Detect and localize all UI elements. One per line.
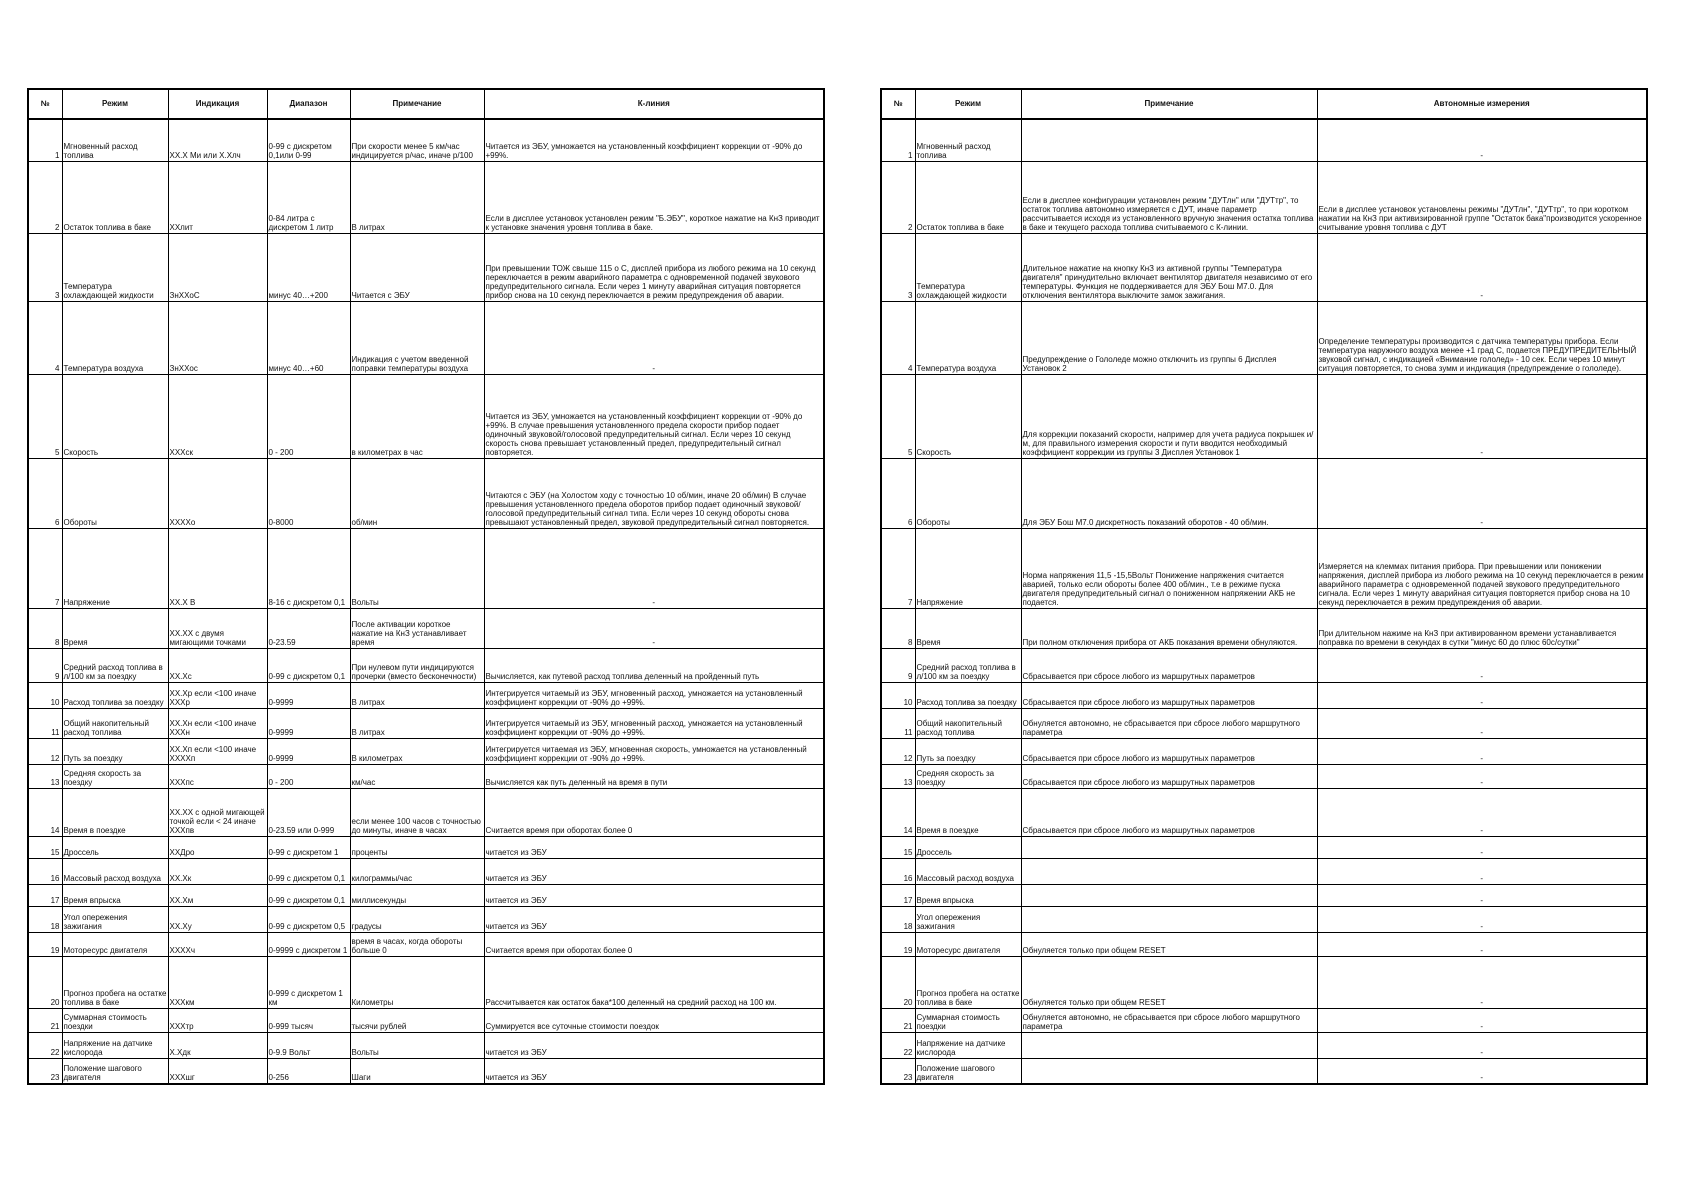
row-number-cell: 4 xyxy=(881,301,915,374)
table-row xyxy=(28,708,824,738)
table-cell: - xyxy=(1317,1008,1647,1032)
right-parameters-table xyxy=(880,88,1648,1085)
table-cell: км/час xyxy=(350,764,484,788)
table-cell: Скорость xyxy=(62,374,168,458)
table-cell: XX.Xс xyxy=(168,648,267,682)
table-cell: Температура охлаждающей жидкости xyxy=(915,233,1021,301)
table-cell: читается из ЭБУ xyxy=(484,906,824,932)
row-number-cell: 11 xyxy=(28,708,62,738)
column-header: Автономные измерения xyxy=(1317,89,1647,119)
table-cell: XX.Xк xyxy=(168,858,267,884)
row-number-cell: 17 xyxy=(28,884,62,906)
row-number-cell: 1 xyxy=(881,119,915,161)
table-cell: Средний расход топлива в л/100 км за поездку xyxy=(62,648,168,682)
table-cell: - xyxy=(1317,788,1647,836)
table-cell: После активации короткое нажатие на КнЗ устанавливает время xyxy=(350,608,484,648)
table-row xyxy=(881,858,1647,884)
table-cell: если менее 100 часов с точностью до минуты, иначе в часах xyxy=(350,788,484,836)
table-row xyxy=(28,956,824,1008)
row-number-cell: 3 xyxy=(881,233,915,301)
table-cell: - xyxy=(1317,682,1647,708)
table-cell: Положение шагового двигателя xyxy=(62,1058,168,1084)
table-row xyxy=(881,1058,1647,1084)
table-cell: XX.Xн если <100 иначе XXXн xyxy=(168,708,267,738)
table-cell: X.Xдк xyxy=(168,1032,267,1058)
table-cell: 0-256 xyxy=(267,1058,350,1084)
table-cell: Если в дисплее установок установлен режим "Б.ЭБУ", короткое нажатие на КнЗ приводит к установке значения уровня топлива в баке. xyxy=(484,161,824,233)
table-row xyxy=(881,764,1647,788)
table-cell: Длительное нажатие на кнопку КнЗ из активной группы "Температура двигателя" принудительно включает вентилятор двигателя независимо от его температуры. Функция не поддерживается для ЭБУ Бош М7.0. Для отключения вентилятора выключите замок зажигания. xyxy=(1021,233,1317,301)
table-cell: 0-23.59 или 0-999 xyxy=(267,788,350,836)
row-number-cell: 16 xyxy=(881,858,915,884)
table-cell xyxy=(1021,119,1317,161)
table-cell: - xyxy=(1317,374,1647,458)
table-cell: - xyxy=(1317,119,1647,161)
table-cell: 0-9999 xyxy=(267,682,350,708)
table-cell: миллисекунды xyxy=(350,884,484,906)
table-cell: 0-999 с дискретом 1 км xyxy=(267,956,350,1008)
table-cell: XXXск xyxy=(168,374,267,458)
table-cell: Вольты xyxy=(350,1032,484,1058)
table-cell: Общий накопительный расход топлива xyxy=(915,708,1021,738)
table-cell: Массовый расход воздуха xyxy=(62,858,168,884)
table-cell: В литрах xyxy=(350,682,484,708)
table-cell: Вычисляется как путь деленный на время в пути xyxy=(484,764,824,788)
row-number-cell: 12 xyxy=(28,738,62,764)
table-cell: XX.Xу xyxy=(168,906,267,932)
table-cell: Суммируется все суточные стоимости поездок xyxy=(484,1008,824,1032)
row-number-cell: 17 xyxy=(881,884,915,906)
table-cell xyxy=(1021,1058,1317,1084)
row-number-cell: 16 xyxy=(28,858,62,884)
table-cell: Определение температуры производится с датчика температуры прибора. Если температура наружного воздуха менее +1 град С, подается ПРЕДУПРЕДИТЕЛЬНЫЙ звуковой сигнал, с индикацией «Внимание гололед» - 10 сек. Если через 10 минут ситуация повторяется, то снова зумм и индикация (предупреждение о гололеде). xyxy=(1317,301,1647,374)
table-row xyxy=(28,528,824,608)
table-cell: Интегрируется читаемый из ЭБУ, мгновенный расход, умножается на установленный коэффициент коррекции от -90% до +99%. xyxy=(484,708,824,738)
table-cell xyxy=(1021,884,1317,906)
table-cell: - xyxy=(1317,233,1647,301)
table-cell: Общий накопительный расход топлива xyxy=(62,708,168,738)
table-cell: - xyxy=(1317,458,1647,528)
table-row xyxy=(881,528,1647,608)
table-row xyxy=(881,836,1647,858)
table-cell xyxy=(1021,1032,1317,1058)
row-number-cell: 14 xyxy=(881,788,915,836)
left-parameters-table xyxy=(27,88,825,1085)
table-row xyxy=(28,906,824,932)
table-cell: 0-99 с дискретом 1 xyxy=(267,836,350,858)
row-number-cell: 22 xyxy=(28,1032,62,1058)
table-cell: читается из ЭБУ xyxy=(484,1058,824,1084)
table-row xyxy=(28,301,824,374)
table-row xyxy=(881,708,1647,738)
table-cell: Угол опережения зажигания xyxy=(62,906,168,932)
column-header: Режим xyxy=(62,89,168,119)
table-cell: ЗнXXоС xyxy=(168,233,267,301)
table-cell: Напряжение на датчике кислорода xyxy=(62,1032,168,1058)
table-cell: Время впрыска xyxy=(915,884,1021,906)
table-cell: XX.XX с двумя мигающими точками xyxy=(168,608,267,648)
table-row xyxy=(28,374,824,458)
table-cell: 0-99 с дискретом 0,5 xyxy=(267,906,350,932)
table-cell: килограммы/час xyxy=(350,858,484,884)
table-row xyxy=(881,884,1647,906)
table-cell: XX.Xп если <100 иначе XXXXп xyxy=(168,738,267,764)
table-cell: Читаются с ЭБУ (на Холостом ходу с точностью 10 об/мин, иначе 20 об/мин) В случае превышения установленного предела оборотов прибор подает одиночный звуковой/голосовой предупредительный сигнал типа. Если через 10 секунд обороты снова превышают установленный предел, звуковой предупредительный сигнал повторяется. xyxy=(484,458,824,528)
table-cell: - xyxy=(1317,708,1647,738)
table-cell: - xyxy=(1317,932,1647,956)
table-cell: время в часах, когда обороты больше 0 xyxy=(350,932,484,956)
table-row xyxy=(28,858,824,884)
table-cell: Суммарная стоимость поездки xyxy=(915,1008,1021,1032)
table-cell: При нулевом пути индицируются прочерки (вместо бесконечности) xyxy=(350,648,484,682)
table-cell: 0 - 200 xyxy=(267,764,350,788)
table-row xyxy=(881,161,1647,233)
table-row xyxy=(881,738,1647,764)
table-cell: Моторесурс двигателя xyxy=(62,932,168,956)
table-cell: Сбрасывается при сбросе любого из маршрутных параметров xyxy=(1021,682,1317,708)
row-number-cell: 15 xyxy=(28,836,62,858)
table-cell: Напряжение xyxy=(62,528,168,608)
table-row xyxy=(881,1008,1647,1032)
column-header: Индикация xyxy=(168,89,267,119)
table-cell: Прогноз пробега на остатке топлива в баке xyxy=(915,956,1021,1008)
table-row xyxy=(881,301,1647,374)
row-number-cell: 3 xyxy=(28,233,62,301)
table-cell: 0-8000 xyxy=(267,458,350,528)
table-cell: Средняя скорость за поездку xyxy=(62,764,168,788)
column-header: Диапазон xyxy=(267,89,350,119)
table-cell: Путь за поездку xyxy=(62,738,168,764)
table-cell: Читается с ЭБУ xyxy=(350,233,484,301)
table-cell: Средний расход топлива в л/100 км за поездку xyxy=(915,648,1021,682)
table-cell: Напряжение xyxy=(915,528,1021,608)
table-cell: Температура охлаждающей жидкости xyxy=(62,233,168,301)
table-row xyxy=(28,608,824,648)
column-header: Примечание xyxy=(350,89,484,119)
table-row xyxy=(881,1032,1647,1058)
table-cell: Обнуляется только при общем RESET xyxy=(1021,932,1317,956)
row-number-cell: 19 xyxy=(28,932,62,956)
row-number-cell: 19 xyxy=(881,932,915,956)
table-cell: XXXXч xyxy=(168,932,267,956)
table-row xyxy=(881,119,1647,161)
table-cell: Читается из ЭБУ, умножается на установленный коэффициент коррекции от -90% до +99%. xyxy=(484,119,824,161)
table-cell: Обороты xyxy=(915,458,1021,528)
table-cell: Остаток топлива в баке xyxy=(915,161,1021,233)
row-number-cell: 5 xyxy=(28,374,62,458)
table-cell: минус 40…+200 xyxy=(267,233,350,301)
table-cell: Считается время при оборотах более 0 xyxy=(484,788,824,836)
row-number-cell: 2 xyxy=(28,161,62,233)
row-number-cell: 2 xyxy=(881,161,915,233)
table-row xyxy=(28,1058,824,1084)
row-number-cell: 8 xyxy=(881,608,915,648)
table-cell: При полном отключения прибора от АКБ показания времени обнуляются. xyxy=(1021,608,1317,648)
row-number-cell: 14 xyxy=(28,788,62,836)
table-cell: 0 - 200 xyxy=(267,374,350,458)
row-number-cell: 11 xyxy=(881,708,915,738)
table-cell: - xyxy=(1317,884,1647,906)
table-cell: 8-16 с дискретом 0,1 xyxy=(267,528,350,608)
table-cell: - xyxy=(1317,738,1647,764)
table-cell: Мгновенный расход топлива xyxy=(915,119,1021,161)
table-cell: Время впрыска xyxy=(62,884,168,906)
table-cell: 0-9999 xyxy=(267,708,350,738)
table-cell: Сбрасывается при сбросе любого из маршрутных параметров xyxy=(1021,738,1317,764)
table-cell: - xyxy=(1317,1032,1647,1058)
table-row xyxy=(28,764,824,788)
row-number-cell: 15 xyxy=(881,836,915,858)
table-cell: Расход топлива за поездку xyxy=(62,682,168,708)
row-number-cell: 21 xyxy=(881,1008,915,1032)
table-cell: Обнуляется автономно, не сбрасывается при сбросе любого маршрутного параметра xyxy=(1021,708,1317,738)
table-row xyxy=(881,788,1647,836)
table-cell: проценты xyxy=(350,836,484,858)
table-cell: XX.X В xyxy=(168,528,267,608)
table-cell xyxy=(1021,906,1317,932)
table-row xyxy=(881,956,1647,1008)
table-cell: Сбрасывается при сбросе любого из маршрутных параметров xyxy=(1021,788,1317,836)
table-cell: Температура воздуха xyxy=(915,301,1021,374)
column-header: К-линия xyxy=(484,89,824,119)
table-cell: Шаги xyxy=(350,1058,484,1084)
table-cell: Интегрируется читаемый из ЭБУ, мгновенный расход, умножается на установленный коэффициент коррекции от -90% до +99%. xyxy=(484,682,824,708)
right-table-header-row xyxy=(881,89,1647,119)
row-number-cell: 20 xyxy=(881,956,915,1008)
row-number-cell: 10 xyxy=(881,682,915,708)
table-cell: Время xyxy=(62,608,168,648)
table-cell: Положение шагового двигателя xyxy=(915,1058,1021,1084)
row-number-cell: 1 xyxy=(28,119,62,161)
table-row xyxy=(28,738,824,764)
row-number-cell: 23 xyxy=(28,1058,62,1084)
row-number-cell: 7 xyxy=(881,528,915,608)
table-cell: При превышении ТОЖ свыше 115 о С, дисплей прибора из любого режима на 10 секунд переключается в режим аварийного параметра с одновременной подачей звукового предупредительного сигнала. Если через 1 минуту аварийная ситуация повторяется прибор снова на 10 секунд переключается в режим предупреждения об аварии. xyxy=(484,233,824,301)
table-cell: Индикация с учетом введенной поправки температуры воздуха xyxy=(350,301,484,374)
table-cell: минус 40…+60 xyxy=(267,301,350,374)
table-cell: - xyxy=(1317,906,1647,932)
table-cell: XXXтр xyxy=(168,1008,267,1032)
table-row xyxy=(28,884,824,906)
table-cell: Напряжение на датчике кислорода xyxy=(915,1032,1021,1058)
table-cell: 0-99 с дискретом 0,1 xyxy=(267,884,350,906)
table-cell: - xyxy=(484,608,824,648)
row-number-cell: 23 xyxy=(881,1058,915,1084)
table-cell: Остаток топлива в баке xyxy=(62,161,168,233)
table-cell: Рассчитывается как остаток бака*100 деленный на средний расход на 100 км. xyxy=(484,956,824,1008)
table-cell: Обороты xyxy=(62,458,168,528)
row-number-cell: 9 xyxy=(28,648,62,682)
row-number-cell: 4 xyxy=(28,301,62,374)
table-cell: - xyxy=(1317,648,1647,682)
table-row xyxy=(881,233,1647,301)
table-cell: читается из ЭБУ xyxy=(484,1032,824,1058)
table-cell: 0-99 с дискретом 0,1 xyxy=(267,648,350,682)
table-row xyxy=(28,233,824,301)
table-cell: Время в поездке xyxy=(62,788,168,836)
row-number-cell: 18 xyxy=(28,906,62,932)
table-row xyxy=(28,648,824,682)
table-row xyxy=(28,836,824,858)
table-row xyxy=(28,1008,824,1032)
table-cell: 0-99 с дискретом 0,1или 0-99 xyxy=(267,119,350,161)
row-number-cell: 9 xyxy=(881,648,915,682)
table-cell: Предупреждение о Гололеде можно отключить из группы 6 Дисплея Установок 2 xyxy=(1021,301,1317,374)
table-cell: тысячи рублей xyxy=(350,1008,484,1032)
table-cell: Сбрасывается при сбросе любого из маршрутных параметров xyxy=(1021,648,1317,682)
column-header: № xyxy=(881,89,915,119)
table-cell: 0-84 литра с дискретом 1 литр xyxy=(267,161,350,233)
row-number-cell: 5 xyxy=(881,374,915,458)
column-header: Режим xyxy=(915,89,1021,119)
table-cell: Средняя скорость за поездку xyxy=(915,764,1021,788)
table-cell: градусы xyxy=(350,906,484,932)
table-cell: об/мин xyxy=(350,458,484,528)
table-cell: Норма напряжения 11,5 -15,5Вольт Понижение напряжения считается аварией, только если обороты более 400 об/мин., т.е в режиме пуска двигателя предупредительный сигнал о пониженном напряжении АКБ не подается. xyxy=(1021,528,1317,608)
table-row xyxy=(28,161,824,233)
table-cell: Километры xyxy=(350,956,484,1008)
table-cell: Обнуляется автономно, не сбрасывается при сбросе любого маршрутного параметра xyxy=(1021,1008,1317,1032)
table-row xyxy=(881,608,1647,648)
table-row xyxy=(881,648,1647,682)
table-row xyxy=(881,374,1647,458)
table-cell: При скорости менее 5 км/час индицируется р/час, иначе р/100 xyxy=(350,119,484,161)
table-cell: Если в дисплее установок установлены режимы "ДУТлн", "ДУТтр", то при коротком нажатии на КнЗ при активизированной группе "Остаток бака"производится ускоренное считывание уровня топлива с ДУТ xyxy=(1317,161,1647,233)
table-cell: XX.XX с одной мигающей точкой если < 24 иначе XXXпв xyxy=(168,788,267,836)
table-row xyxy=(28,119,824,161)
right-table-body xyxy=(881,119,1647,1084)
left-table-body xyxy=(28,119,824,1084)
table-cell: XXлит xyxy=(168,161,267,233)
table-cell xyxy=(1021,858,1317,884)
row-number-cell: 12 xyxy=(881,738,915,764)
table-cell: - xyxy=(1317,1058,1647,1084)
table-cell: XXXпс xyxy=(168,764,267,788)
table-cell: XXXXо xyxy=(168,458,267,528)
table-cell: - xyxy=(1317,858,1647,884)
table-cell: Моторесурс двигателя xyxy=(915,932,1021,956)
table-cell: 0-9999 xyxy=(267,738,350,764)
table-cell: - xyxy=(1317,764,1647,788)
row-number-cell: 6 xyxy=(881,458,915,528)
table-cell: Угол опережения зажигания xyxy=(915,906,1021,932)
table-cell: - xyxy=(484,528,824,608)
table-cell: Прогноз пробега на остатке топлива в баке xyxy=(62,956,168,1008)
table-cell: При длительном нажиме на КнЗ при активированном времени устанавливается поправка по времени в секундах в сутки "минус 60 до плюс 60с/сутки" xyxy=(1317,608,1647,648)
row-number-cell: 21 xyxy=(28,1008,62,1032)
table-cell: читается из ЭБУ xyxy=(484,858,824,884)
table-cell: XX.Xр если <100 иначе XXXр xyxy=(168,682,267,708)
table-cell: Для коррекции показаний скорости, например для учета радиуса покрышек и/м, для правильного измерения скорости и пути вводится необходимый коэффициент коррекции из группы 3 Дисплея Установок 1 xyxy=(1021,374,1317,458)
table-cell: Температура воздуха xyxy=(62,301,168,374)
row-number-cell: 10 xyxy=(28,682,62,708)
table-cell: XX.X Ми или X.Xлч xyxy=(168,119,267,161)
table-cell: Обнуляется только при общем RESET xyxy=(1021,956,1317,1008)
table-cell: Вольты xyxy=(350,528,484,608)
table-row xyxy=(881,932,1647,956)
table-cell: XXXкм xyxy=(168,956,267,1008)
table-cell: Дроссель xyxy=(62,836,168,858)
table-cell xyxy=(1021,836,1317,858)
table-cell: В литрах xyxy=(350,161,484,233)
table-cell: - xyxy=(484,301,824,374)
table-cell: читается из ЭБУ xyxy=(484,836,824,858)
table-cell: Суммарная стоимость поездки xyxy=(62,1008,168,1032)
row-number-cell: 13 xyxy=(28,764,62,788)
table-cell: XXДро xyxy=(168,836,267,858)
table-cell: в километрах в час xyxy=(350,374,484,458)
table-cell: - xyxy=(1317,836,1647,858)
row-number-cell: 6 xyxy=(28,458,62,528)
table-row xyxy=(881,682,1647,708)
table-cell: Читается из ЭБУ, умножается на установленный коэффициент коррекции от -90% до +99%. В случае превышения установленного предела скорости прибор подает одиночный звуковой/голосовой предупредительный сигнал. Если через 10 секунд скорость снова превышает установленный предел, предупредительный сигнал повторяется. xyxy=(484,374,824,458)
table-cell: XXXшг xyxy=(168,1058,267,1084)
table-cell: Скорость xyxy=(915,374,1021,458)
table-cell: Сбрасывается при сбросе любого из маршрутных параметров xyxy=(1021,764,1317,788)
table-row xyxy=(28,458,824,528)
column-header: № xyxy=(28,89,62,119)
table-row xyxy=(881,906,1647,932)
table-cell: 0-23.59 xyxy=(267,608,350,648)
row-number-cell: 13 xyxy=(881,764,915,788)
row-number-cell: 22 xyxy=(881,1032,915,1058)
table-cell: Считается время при оборотах более 0 xyxy=(484,932,824,956)
table-cell: 0-99 с дискретом 0,1 xyxy=(267,858,350,884)
left-table-header-row xyxy=(28,89,824,119)
table-cell: 0-9.9 Вольт xyxy=(267,1032,350,1058)
table-cell: Массовый расход воздуха xyxy=(915,858,1021,884)
table-cell: Расход топлива за поездку xyxy=(915,682,1021,708)
table-cell: Измеряется на клеммах питания прибора. При превышении или понижении напряжения, дисплей прибора из любого режима на 10 секунд переключается в режим аварийного параметра с одновременной подачей звукового предупредительного сигнала. Если через 1 минуту аварийная ситуация повторяется прибор снова на 10 секунд переключается в режим предупреждения об аварии. xyxy=(1317,528,1647,608)
table-cell: XX.Xм xyxy=(168,884,267,906)
table-cell: Время в поездке xyxy=(915,788,1021,836)
table-row xyxy=(881,458,1647,528)
table-row xyxy=(28,932,824,956)
table-row xyxy=(28,788,824,836)
table-cell: Дроссель xyxy=(915,836,1021,858)
table-cell: 0-9999 с дискретом 1 xyxy=(267,932,350,956)
table-cell: Если в дисплее конфигурации установлен режим "ДУТлн" или "ДУТтр", то остаток топлива автономно измеряется с ДУТ, иначе параметр рассчитывается исходя из установленного вручную значения остатка топлива в баке и текущего расхода топлива считываемого с К-линии. xyxy=(1021,161,1317,233)
column-header: Примечание xyxy=(1021,89,1317,119)
row-number-cell: 18 xyxy=(881,906,915,932)
table-cell: В литрах xyxy=(350,708,484,738)
table-cell: Путь за поездку xyxy=(915,738,1021,764)
table-cell: читается из ЭБУ xyxy=(484,884,824,906)
table-cell: Для ЭБУ Бош М7.0 дискретность показаний оборотов - 40 об/мин. xyxy=(1021,458,1317,528)
table-cell: - xyxy=(1317,956,1647,1008)
row-number-cell: 8 xyxy=(28,608,62,648)
table-row xyxy=(28,1032,824,1058)
table-cell: Мгновенный расход топлива xyxy=(62,119,168,161)
table-cell: Время xyxy=(915,608,1021,648)
table-cell: В километрах xyxy=(350,738,484,764)
table-cell: Вычисляется, как путевой расход топлива деленный на пройденный путь xyxy=(484,648,824,682)
row-number-cell: 20 xyxy=(28,956,62,1008)
table-row xyxy=(28,682,824,708)
table-cell: Интегрируется читаемая из ЭБУ, мгновенная скорость, умножается на установленный коэффициент коррекции от -90% до +99%. xyxy=(484,738,824,764)
row-number-cell: 7 xyxy=(28,528,62,608)
table-cell: 0-999 тысяч xyxy=(267,1008,350,1032)
table-cell: ЗнXXос xyxy=(168,301,267,374)
